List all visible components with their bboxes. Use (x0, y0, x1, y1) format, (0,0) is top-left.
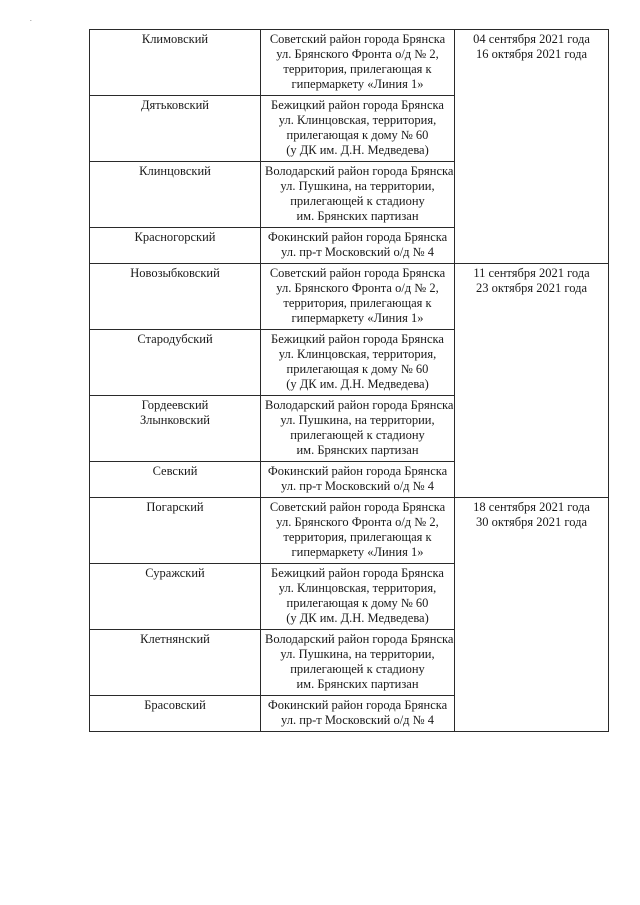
district-cell (90, 162, 261, 228)
location-cell (261, 30, 455, 96)
district-cell (90, 630, 261, 696)
location-cell (261, 462, 455, 498)
location-line: прилегающей к стадиону (290, 194, 425, 208)
location-line: Володарский район города Брянска (265, 398, 454, 412)
location-line: прилегающая к дому № 60 (286, 362, 429, 376)
location-cell (261, 330, 455, 396)
district-name: Брасовский (144, 698, 206, 712)
location-line: Фокинский район города Брянска (267, 230, 448, 244)
location-cell (261, 264, 455, 330)
location-line: Володарский район города Брянска (265, 164, 454, 178)
location-line: гипермаркету «Линия 1» (291, 77, 424, 91)
location-line: ул. пр-т Московский о/д № 4 (281, 479, 434, 493)
location-cell (261, 228, 455, 264)
location-line: Володарский район города Брянска (265, 632, 454, 646)
district-name: Севский (152, 464, 198, 478)
district-name: Красногорский (134, 230, 216, 244)
district-cell (90, 696, 261, 732)
date-line: 11 сентября 2021 года (473, 266, 590, 280)
location-line: Бежицкий район города Брянска (271, 98, 444, 112)
location-line: ул. Брянского Фронта о/д № 2, (276, 281, 439, 295)
location-line: (у ДК им. Д.Н. Медведева) (286, 143, 429, 157)
location-line: (у ДК им. Д.Н. Медведева) (286, 377, 429, 391)
location-line: территория, прилегающая к (283, 62, 432, 76)
location-line: Советский район города Брянска (269, 266, 446, 280)
location-line: Бежицкий район города Брянска (271, 332, 444, 346)
dates-cell (455, 264, 609, 498)
location-cell (261, 564, 455, 630)
location-line: Советский район города Брянска (269, 500, 446, 514)
district-name: Клетнянский (140, 632, 210, 646)
district-name: Климовский (141, 32, 209, 46)
date-line: 23 октября 2021 года (475, 281, 588, 295)
schedule-table (89, 29, 609, 732)
district-cell (90, 462, 261, 498)
district-name: Погарский (146, 500, 204, 514)
location-line: ул. Брянского Фронта о/д № 2, (276, 515, 439, 529)
table-row (90, 264, 609, 330)
district-cell (90, 498, 261, 564)
district-cell (90, 264, 261, 330)
district-cell (90, 396, 261, 462)
district-cell (90, 30, 261, 96)
location-line: ул. Клинцовская, территория, (278, 113, 437, 127)
date-line: 16 октября 2021 года (475, 47, 588, 61)
district-name: Гордеевский (141, 398, 209, 412)
district-cell (90, 330, 261, 396)
location-line: Бежицкий район города Брянска (271, 566, 444, 580)
location-line: гипермаркету «Линия 1» (291, 545, 424, 559)
location-line: ул. Пушкина, на территории, (280, 413, 435, 427)
location-cell (261, 162, 455, 228)
date-line: 04 сентября 2021 года (473, 32, 590, 46)
location-cell (261, 498, 455, 564)
date-line: 30 октября 2021 года (475, 515, 588, 529)
location-line: прилегающая к дому № 60 (286, 128, 429, 142)
district-cell (90, 228, 261, 264)
location-line: ул. Пушкина, на территории, (280, 179, 435, 193)
location-line: территория, прилегающая к (283, 296, 432, 310)
location-line: прилегающей к стадиону (290, 662, 425, 676)
dates-cell (455, 498, 609, 732)
location-line: им. Брянских партизан (296, 209, 419, 223)
table-row (90, 30, 609, 96)
table-row (90, 498, 609, 564)
date-line: 18 сентября 2021 года (473, 500, 590, 514)
location-line: ул. пр-т Московский о/д № 4 (281, 245, 434, 259)
location-line: им. Брянских партизан (296, 677, 419, 691)
district-name: Клинцовский (139, 164, 211, 178)
location-line: Фокинский район города Брянска (267, 464, 448, 478)
location-line: прилегающей к стадиону (290, 428, 425, 442)
district-cell (90, 564, 261, 630)
location-line: (у ДК им. Д.Н. Медведева) (286, 611, 429, 625)
schedule-table-body (90, 30, 609, 732)
district-cell (90, 96, 261, 162)
location-line: Советский район города Брянска (269, 32, 446, 46)
location-line: территория, прилегающая к (283, 530, 432, 544)
dates-cell (455, 30, 609, 264)
location-line: ул. Клинцовская, территория, (278, 581, 437, 595)
location-line: ул. Пушкина, на территории, (280, 647, 435, 661)
district-name: Новозыбковский (130, 266, 220, 280)
location-line: ул. Брянского Фронта о/д № 2, (276, 47, 439, 61)
location-line: прилегающая к дому № 60 (286, 596, 429, 610)
location-cell (261, 396, 455, 462)
location-line: им. Брянских партизан (296, 443, 419, 457)
district-name: Суражский (145, 566, 205, 580)
location-cell (261, 96, 455, 162)
location-line: ул. пр-т Московский о/д № 4 (281, 713, 434, 727)
location-cell (261, 630, 455, 696)
district-name: Злынковский (140, 413, 210, 427)
district-name: Дятьковский (141, 98, 209, 112)
location-line: Фокинский район города Брянска (267, 698, 448, 712)
location-line: ул. Клинцовская, территория, (278, 347, 437, 361)
district-name: Стародубский (137, 332, 213, 346)
location-line: гипермаркету «Линия 1» (291, 311, 424, 325)
corner-mark: . (30, 15, 32, 23)
location-cell (261, 696, 455, 732)
